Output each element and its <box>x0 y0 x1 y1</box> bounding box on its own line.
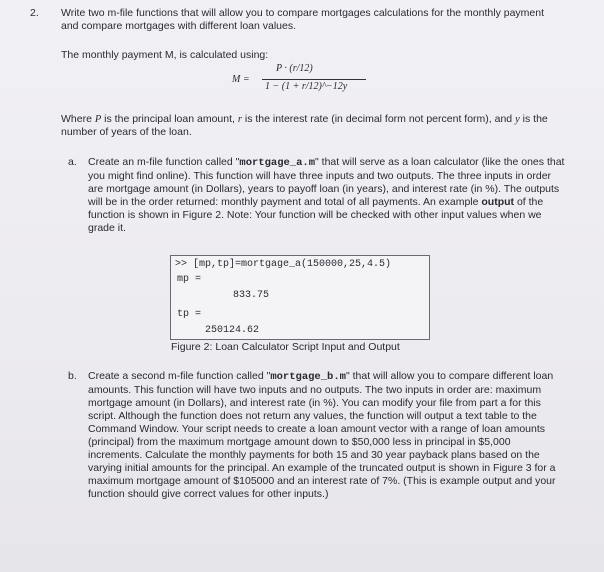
where-text-1: Where <box>61 113 95 125</box>
mortgage-formula <box>232 63 382 99</box>
var-p: P <box>94 114 102 125</box>
part-a-filename: mortgage_a.m <box>239 157 316 169</box>
figure-2-console <box>170 255 430 340</box>
part-a-text <box>88 156 566 235</box>
part-b-text-1: Create a second m-file function called " <box>88 370 271 382</box>
where-text-3: is the interest rate (in decimal form not percent form), and <box>241 113 516 125</box>
variable-definitions <box>61 113 561 139</box>
where-text-2: is the principal loan amount, <box>101 113 238 125</box>
part-b-filename: mortgage_b.m <box>270 371 346 383</box>
part-b-label: b. <box>68 370 77 382</box>
question-number: 2. <box>30 7 39 19</box>
var-r: r <box>237 114 242 125</box>
where-text-4: is the number of years of the loan. <box>61 113 548 138</box>
part-a-text-1: Create an m-file function called " <box>88 156 240 168</box>
console-mp-label: mp = <box>177 274 202 285</box>
formula-denominator: 1 − (1 + r/12)^−12y <box>265 81 348 92</box>
part-b-text <box>88 370 566 501</box>
console-tp-label: tp = <box>177 309 202 320</box>
part-a-text-2: " that will serve as a loan calculator (like the ones that you might find online). This function will have three inputs and two outputs. The three inputs in order are mortgage amount (in Dollars), years to payoff loan (in years), and interest rate (in %). The outputs will be in the order returned: monthly payment and total of all payments. An example <box>88 156 565 208</box>
part-a-label: a. <box>68 156 77 168</box>
figure-2-caption: Figure 2: Loan Calculator Script Input and Output <box>171 341 400 353</box>
var-y: y <box>515 114 520 125</box>
formula-fraction-bar <box>262 79 366 80</box>
question-text: Write two m-file functions that will allow you to compare mortgages calculations for the monthly payment and compare mortgages with different loan values. <box>61 7 545 32</box>
monthly-payment-intro: The monthly payment M, is calculated using: <box>61 49 269 61</box>
console-mp-value: 833.75 <box>233 290 270 301</box>
console-command: >> [mp,tp]=mortgage_a(150000,25,4.5) <box>175 259 392 270</box>
formula-lhs: M = <box>232 74 250 85</box>
part-a-bold-output: output <box>481 196 515 208</box>
formula-numerator: P · (r/12) <box>276 63 313 74</box>
console-tp-value: 250124.62 <box>205 325 260 336</box>
part-b-text-2: " that will allow you to compare different loan amounts. This function will have two inputs and no outputs. The two inputs in order are: maximum mortgage amount (in Dollars), and interest rate (in %). You can modify your file from part a for this script. Although the function does not return any values, the function will output a text table to the Command Window. Your script needs to create a loan amount vector with a range of loan amounts (principal) from the maximum mortgage amount down to $50,000 less in principal in $5,000 increments. Calculate the monthly payments for both 15 and 30 year payback plans based on the varying initial amounts for the principal. An example of the truncated output is shown in Figure 3 for a maximum mortgage amount of $105000 and an interest rate of 7%. (This is example output and your function should give correct values for other inputs.) <box>88 370 556 500</box>
part-a-text-3: of the function is shown in Figure 2. Note: Your function will be checked with other input values when we grade it. <box>88 196 544 234</box>
